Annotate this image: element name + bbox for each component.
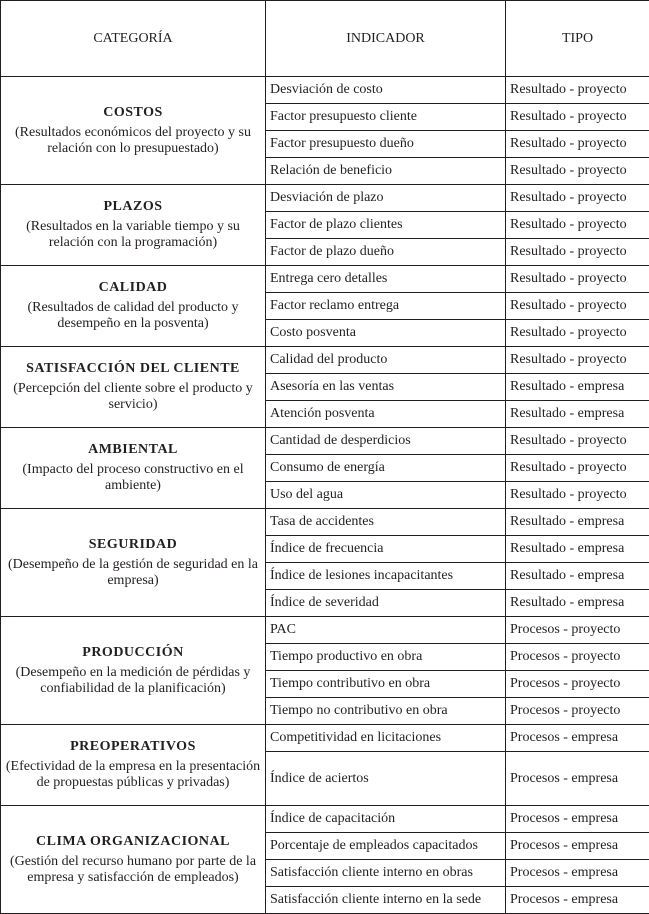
type-cell: Procesos - empresa <box>506 752 649 806</box>
indicator-cell: Desviación de costo <box>266 77 506 104</box>
type-cell: Resultado - empresa <box>506 374 649 401</box>
type-cell: Resultado - empresa <box>506 590 649 617</box>
header-categoria: CATEGORÍA <box>1 1 266 77</box>
indicator-cell: Factor de plazo dueño <box>266 239 506 266</box>
category-description: (Resultados económicos del proyecto y su relación con lo presupuestado) <box>15 125 251 156</box>
indicator-cell: Porcentaje de empleados capacitados <box>266 833 506 860</box>
indicator-cell: Tiempo productivo en obra <box>266 644 506 671</box>
table-row <box>1 617 649 644</box>
type-cell: Resultado - proyecto <box>506 266 649 293</box>
category-name: SATISFACCIÓN DEL CLIENTE <box>3 361 263 377</box>
category-name: CALIDAD <box>3 280 263 296</box>
type-cell: Procesos - proyecto <box>506 617 649 644</box>
type-cell: Resultado - empresa <box>506 509 649 536</box>
indicator-cell: Tasa de accidentes <box>266 509 506 536</box>
type-cell: Resultado - proyecto <box>506 158 649 185</box>
type-cell: Resultado - empresa <box>506 536 649 563</box>
indicator-cell: Índice de capacitación <box>266 806 506 833</box>
indicator-cell: Índice de lesiones incapacitantes <box>266 563 506 590</box>
indicator-cell: Factor de plazo clientes <box>266 212 506 239</box>
indicator-cell: Tiempo contributivo en obra <box>266 671 506 698</box>
indicator-cell: Consumo de energía <box>266 455 506 482</box>
indicator-cell: PAC <box>266 617 506 644</box>
type-cell: Procesos - proyecto <box>506 644 649 671</box>
type-cell: Procesos - empresa <box>506 887 649 914</box>
indicator-cell: Índice de frecuencia <box>266 536 506 563</box>
header-tipo: TIPO <box>506 1 649 77</box>
indicator-cell: Factor presupuesto cliente <box>266 104 506 131</box>
category-name: CLIMA ORGANIZACIONAL <box>3 834 263 850</box>
category-description: (Efectividad de la empresa en la presentación de propuestas públicas y privadas) <box>6 759 260 790</box>
indicator-cell: Factor presupuesto dueño <box>266 131 506 158</box>
table-row <box>1 347 649 374</box>
category-cell <box>1 509 266 617</box>
header-row <box>1 1 649 77</box>
type-cell: Procesos - proyecto <box>506 698 649 725</box>
category-description: (Impacto del proceso constructivo en el ambiente) <box>22 462 243 493</box>
indicator-cell: Competitividad en licitaciones <box>266 725 506 752</box>
category-name: PLAZOS <box>3 199 263 215</box>
table-row <box>1 725 649 752</box>
indicator-cell: Calidad del producto <box>266 347 506 374</box>
category-description: (Resultados en la variable tiempo y su relación con la programación) <box>26 219 240 250</box>
type-cell: Resultado - proyecto <box>506 77 649 104</box>
type-cell: Resultado - proyecto <box>506 293 649 320</box>
table-row <box>1 185 649 212</box>
header-indicador: INDICADOR <box>266 1 506 77</box>
type-cell: Resultado - empresa <box>506 563 649 590</box>
type-cell: Procesos - empresa <box>506 806 649 833</box>
indicator-cell: Índice de severidad <box>266 590 506 617</box>
indicator-cell: Costo posventa <box>266 320 506 347</box>
type-cell: Resultado - empresa <box>506 401 649 428</box>
indicator-cell: Entrega cero detalles <box>266 266 506 293</box>
category-description: (Desempeño de la gestión de seguridad en la empresa) <box>8 557 258 588</box>
type-cell: Procesos - empresa <box>506 833 649 860</box>
category-cell <box>1 185 266 266</box>
type-cell: Resultado - proyecto <box>506 347 649 374</box>
type-cell: Resultado - proyecto <box>506 131 649 158</box>
category-description: (Gestión del recurso humano por parte de la empresa y satisfacción de empleados) <box>10 854 256 885</box>
type-cell: Resultado - proyecto <box>506 212 649 239</box>
type-cell: Resultado - proyecto <box>506 455 649 482</box>
type-cell: Resultado - proyecto <box>506 428 649 455</box>
category-name: COSTOS <box>3 105 263 121</box>
indicator-cell: Satisfacción cliente interno en la sede <box>266 887 506 914</box>
indicator-cell: Uso del agua <box>266 482 506 509</box>
type-cell: Resultado - proyecto <box>506 239 649 266</box>
category-description: (Resultados de calidad del producto y desempeño en la posventa) <box>27 300 238 331</box>
type-cell: Resultado - proyecto <box>506 185 649 212</box>
indicator-cell: Asesoría en las ventas <box>266 374 506 401</box>
indicator-cell: Tiempo no contributivo en obra <box>266 698 506 725</box>
category-cell <box>1 77 266 185</box>
category-name: PREOPERATIVOS <box>3 739 263 755</box>
category-cell <box>1 266 266 347</box>
type-cell: Resultado - proyecto <box>506 320 649 347</box>
category-cell <box>1 347 266 428</box>
table-row <box>1 806 649 833</box>
category-name: AMBIENTAL <box>3 442 263 458</box>
table-row <box>1 428 649 455</box>
table-body <box>1 77 649 914</box>
type-cell: Procesos - empresa <box>506 860 649 887</box>
category-description: (Desempeño en la medición de pérdidas y confiabilidad de la planificación) <box>16 665 251 696</box>
category-name: PRODUCCIÓN <box>3 645 263 661</box>
type-cell: Resultado - proyecto <box>506 482 649 509</box>
indicator-cell: Índice de aciertos <box>266 752 506 806</box>
indicator-cell: Atención posventa <box>266 401 506 428</box>
category-cell <box>1 428 266 509</box>
category-cell <box>1 617 266 725</box>
table-row <box>1 266 649 293</box>
indicator-cell: Desviación de plazo <box>266 185 506 212</box>
indicator-cell: Satisfacción cliente interno en obras <box>266 860 506 887</box>
type-cell: Procesos - empresa <box>506 725 649 752</box>
indicator-cell: Relación de beneficio <box>266 158 506 185</box>
category-description: (Percepción del cliente sobre el producto y servicio) <box>13 381 252 412</box>
category-name: SEGURIDAD <box>3 537 263 553</box>
table-row <box>1 509 649 536</box>
type-cell: Procesos - proyecto <box>506 671 649 698</box>
category-cell <box>1 725 266 806</box>
indicator-cell: Cantidad de desperdicios <box>266 428 506 455</box>
type-cell: Resultado - proyecto <box>506 104 649 131</box>
indicator-cell: Factor reclamo entrega <box>266 293 506 320</box>
table-row <box>1 77 649 104</box>
category-cell <box>1 806 266 914</box>
